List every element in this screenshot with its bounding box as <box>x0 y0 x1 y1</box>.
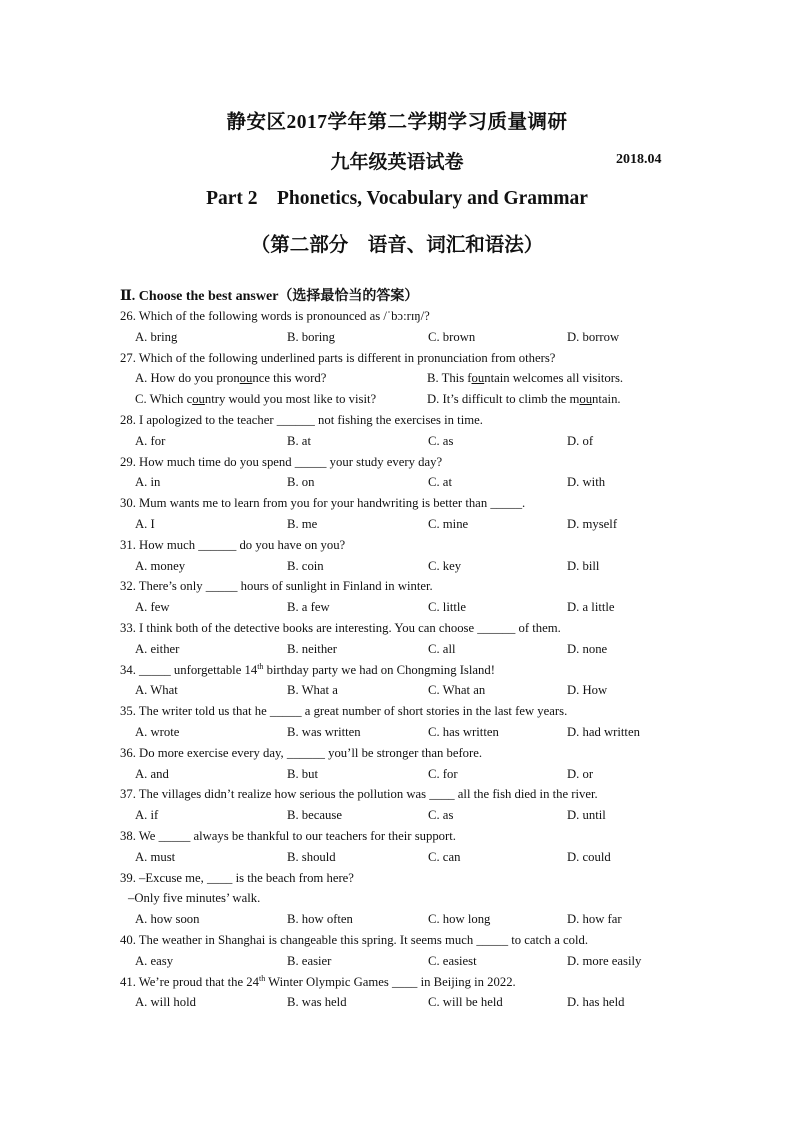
option-a[interactable]: A. if <box>135 808 159 823</box>
option-d[interactable]: D. It’s difficult to climb the mountain. <box>427 392 621 407</box>
question-28: 28. I apologized to the teacher ______ not fishing the exercises in time. <box>120 412 483 427</box>
option-c[interactable]: C. easiest <box>428 953 477 968</box>
question-list <box>120 306 680 1013</box>
options-35 <box>120 722 680 743</box>
option-c[interactable]: C. brown <box>428 329 476 344</box>
exam-title: 静安区2017学年第二学期学习质量调研 <box>226 112 568 133</box>
underlined-part: ou <box>239 371 253 386</box>
option-b[interactable]: B. This fountain welcomes all visitors. <box>427 371 624 386</box>
option-b[interactable]: B. how often <box>287 912 353 927</box>
question-40: 40. The weather in Shanghai is changeable this spring. It seems much _____ to catch a cold. <box>120 932 589 947</box>
option-d[interactable]: D. How <box>567 683 608 698</box>
option-a[interactable]: A. How do you pronounce this word? <box>135 371 327 386</box>
question-39: 39. –Excuse me, ____ is the beach from here? <box>120 870 354 885</box>
underlined-part: ou <box>579 392 593 407</box>
question-34: 34. _____ unforgettable 14th birthday party we had on Chongming Island! <box>120 661 495 677</box>
option-d[interactable]: D. of <box>567 433 594 448</box>
question-35: 35. The writer told us that he _____ a great number of short stories in the last few years. <box>120 704 568 719</box>
options-26 <box>120 327 680 348</box>
question-29: 29. How much time do you spend _____ your study every day? <box>120 454 443 469</box>
options-30 <box>120 514 680 535</box>
options-38 <box>120 847 680 868</box>
option-a[interactable]: A. and <box>135 766 169 781</box>
options-39 <box>120 909 680 930</box>
option-d[interactable]: D. borrow <box>567 329 620 344</box>
option-d[interactable]: D. myself <box>567 516 618 531</box>
option-c[interactable]: C. key <box>428 558 462 573</box>
option-a[interactable]: A. for <box>135 433 166 448</box>
option-a[interactable]: A. easy <box>135 953 174 968</box>
options-37 <box>120 805 680 826</box>
option-a[interactable]: A. bring <box>135 329 178 344</box>
question-36: 36. Do more exercise every day, ______ you’ll be stronger than before. <box>120 745 483 760</box>
option-a[interactable]: A. money <box>135 558 186 573</box>
option-b[interactable]: B. neither <box>287 641 338 656</box>
option-d[interactable]: D. or <box>567 766 594 781</box>
option-a[interactable]: A. I <box>135 516 155 531</box>
option-b[interactable]: B. was written <box>287 724 361 739</box>
option-a[interactable]: A. how soon <box>135 912 200 927</box>
question-27: 27. Which of the following underlined parts is different in pronunciation from others? <box>120 350 556 365</box>
option-b[interactable]: B. at <box>287 433 311 448</box>
option-a[interactable]: A. either <box>135 641 180 656</box>
option-d[interactable]: D. until <box>567 808 606 823</box>
section-heading: Ⅱ. Choose the best answer（选择最恰当的答案） <box>120 289 419 304</box>
option-c[interactable]: C. how long <box>428 912 491 927</box>
option-d[interactable]: D. bill <box>567 558 600 573</box>
option-d[interactable]: D. has held <box>567 995 625 1010</box>
option-c[interactable]: C. Which country would you most like to visit? <box>135 392 377 407</box>
option-d[interactable]: D. with <box>567 475 606 490</box>
part-heading: Part 2 Phonetics, Vocabulary and Grammar <box>206 188 588 209</box>
question-32: 32. There’s only _____ hours of sunlight in Finland in winter. <box>120 579 433 594</box>
option-b[interactable]: B. a few <box>287 600 330 615</box>
option-a[interactable]: A. wrote <box>135 724 180 739</box>
option-c[interactable]: C. mine <box>428 516 469 531</box>
underlined-part: ou <box>192 392 205 407</box>
option-b[interactable]: B. on <box>287 475 315 490</box>
options-27-row2 <box>120 389 680 410</box>
options-28 <box>120 431 680 452</box>
exam-subtitle: 九年级英语试卷 <box>330 152 464 173</box>
options-36 <box>120 764 680 785</box>
option-d[interactable]: D. none <box>567 641 608 656</box>
option-a[interactable]: A. What <box>135 683 178 698</box>
option-a[interactable]: A. few <box>135 600 170 615</box>
option-c[interactable]: C. at <box>428 475 452 490</box>
option-c[interactable]: C. has written <box>428 724 499 739</box>
option-b[interactable]: B. me <box>287 516 318 531</box>
question-41: 41. We’re proud that the 24th Winter Olympic Games ____ in Beijing in 2022. <box>120 973 516 989</box>
options-33 <box>120 639 680 660</box>
option-d[interactable]: D. could <box>567 849 611 864</box>
option-b[interactable]: B. should <box>287 849 336 864</box>
option-b[interactable]: B. coin <box>287 558 324 573</box>
option-c[interactable]: C. all <box>428 641 456 656</box>
option-c[interactable]: C. for <box>428 766 458 781</box>
options-31 <box>120 556 680 577</box>
option-c[interactable]: C. little <box>428 600 467 615</box>
options-32 <box>120 597 680 618</box>
option-b[interactable]: B. was held <box>287 995 347 1010</box>
option-d[interactable]: D. more easily <box>567 953 642 968</box>
option-c[interactable]: C. What an <box>428 683 486 698</box>
option-b[interactable]: B. but <box>287 766 319 781</box>
exam-date: 2018.04 <box>616 152 662 167</box>
part-heading-cn: （第二部分 语音、词汇和语法） <box>250 235 544 256</box>
question-37: 37. The villages didn’t realize how serious the pollution was ____ all the fish died in the river. <box>120 787 598 802</box>
option-c[interactable]: C. as <box>428 808 454 823</box>
options-29 <box>120 472 680 493</box>
option-d[interactable]: D. how far <box>567 912 622 927</box>
options-27-row1 <box>120 368 680 389</box>
option-c[interactable]: C. can <box>428 849 461 864</box>
option-b[interactable]: B. boring <box>287 329 335 344</box>
question-31: 31. How much ______ do you have on you? <box>120 537 346 552</box>
options-34 <box>120 680 680 701</box>
question-30: 30. Mum wants me to learn from you for your handwriting is better than _____. <box>120 496 526 511</box>
option-d[interactable]: D. had written <box>567 724 640 739</box>
option-b[interactable]: B. because <box>287 808 342 823</box>
option-b[interactable]: B. What a <box>287 683 338 698</box>
options-40 <box>120 951 680 972</box>
option-c[interactable]: C. as <box>428 433 454 448</box>
options-41 <box>120 992 680 1013</box>
question-39-reply: –Only five minutes’ walk. <box>128 891 261 906</box>
option-b[interactable]: B. easier <box>287 953 332 968</box>
option-d[interactable]: D. a little <box>567 600 615 615</box>
question-38: 38. We _____ always be thankful to our teachers for their support. <box>120 828 456 843</box>
option-c[interactable]: C. will be held <box>428 995 503 1010</box>
question-33: 33. I think both of the detective books are interesting. You can choose ______ of them. <box>120 620 561 635</box>
option-a[interactable]: A. in <box>135 475 161 490</box>
question-26: 26. Which of the following words is pronounced as /ˈbɔ:rɪŋ/? <box>120 309 430 323</box>
underlined-part: ou <box>471 371 485 386</box>
option-a[interactable]: A. will hold <box>135 995 196 1010</box>
option-a[interactable]: A. must <box>135 849 176 864</box>
